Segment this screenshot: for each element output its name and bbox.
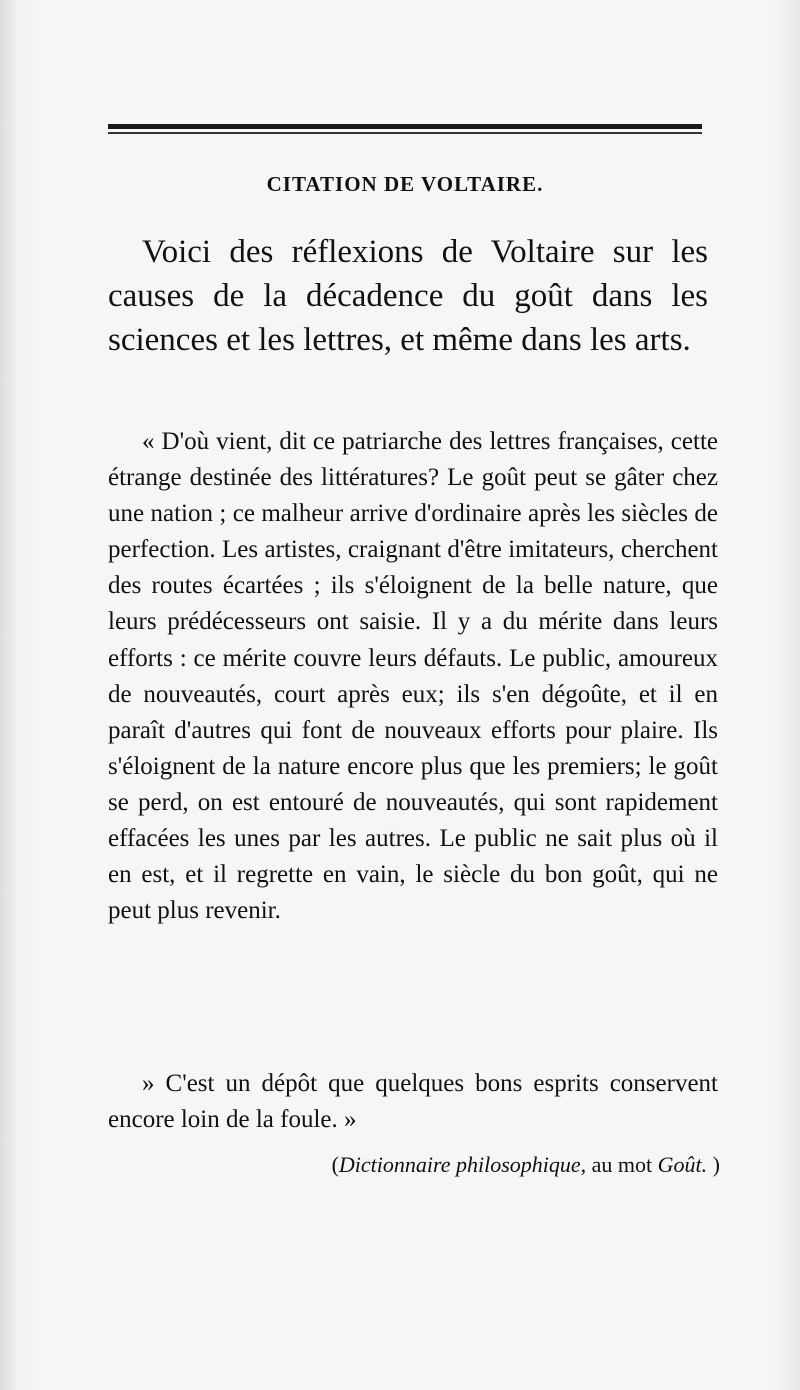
citation-middle: , au mot [580, 1152, 658, 1177]
citation-word: Goût. [657, 1152, 708, 1177]
intro-paragraph: Voici des réflexions de Voltaire sur les causes de la décadence du goût dans les sciences et les lettres, et même dans les arts. [108, 234, 708, 358]
header-rule-thin [108, 132, 702, 134]
header-rule-thick [108, 124, 702, 129]
section-heading: CITATION DE VOLTAIRE. [266, 172, 544, 196]
header-double-rule [108, 122, 702, 136]
citation-close-paren: ) [707, 1152, 720, 1177]
quote-paragraph-2: » C'est un dépôt que quelques bons esprits conservent encore loin de la foule. » [108, 1070, 718, 1134]
citation-open-paren: ( [331, 1152, 339, 1177]
quote-paragraph-1: « D'où vient, dit ce patriarche des lettres françaises, cette étrange destinée des littératures? Le goût peut se gâter chez une nation ; ce malheur arrive d'ordinaire après les siècles de perfection. Les artistes, craignant d'être imitateurs, cherchent des routes écartées ; ils s'éloignent de la belle nature, que leurs prédécesseurs ont saisie. Il y a du mérite dans leurs efforts : ce mérite couvre leurs défauts. Le public, amoureux de nouveautés, court après eux; ils s'en dégoûte, et il en paraît d'autres qui font de nouveaux efforts pour plaire. Ils s'éloignent de la nature encore plus que les premiers; le goût se perd, on est entouré de nouveautés, qui sont rapidement effacées les unes par les autres. Le public ne sait plus où il en est, et il regrette en vain, le siècle du bon goût, qui ne peut plus revenir. [108, 428, 718, 925]
citation-work-title: Dictionnaire philosophique [338, 1152, 581, 1177]
citation-reference [108, 1152, 720, 1178]
